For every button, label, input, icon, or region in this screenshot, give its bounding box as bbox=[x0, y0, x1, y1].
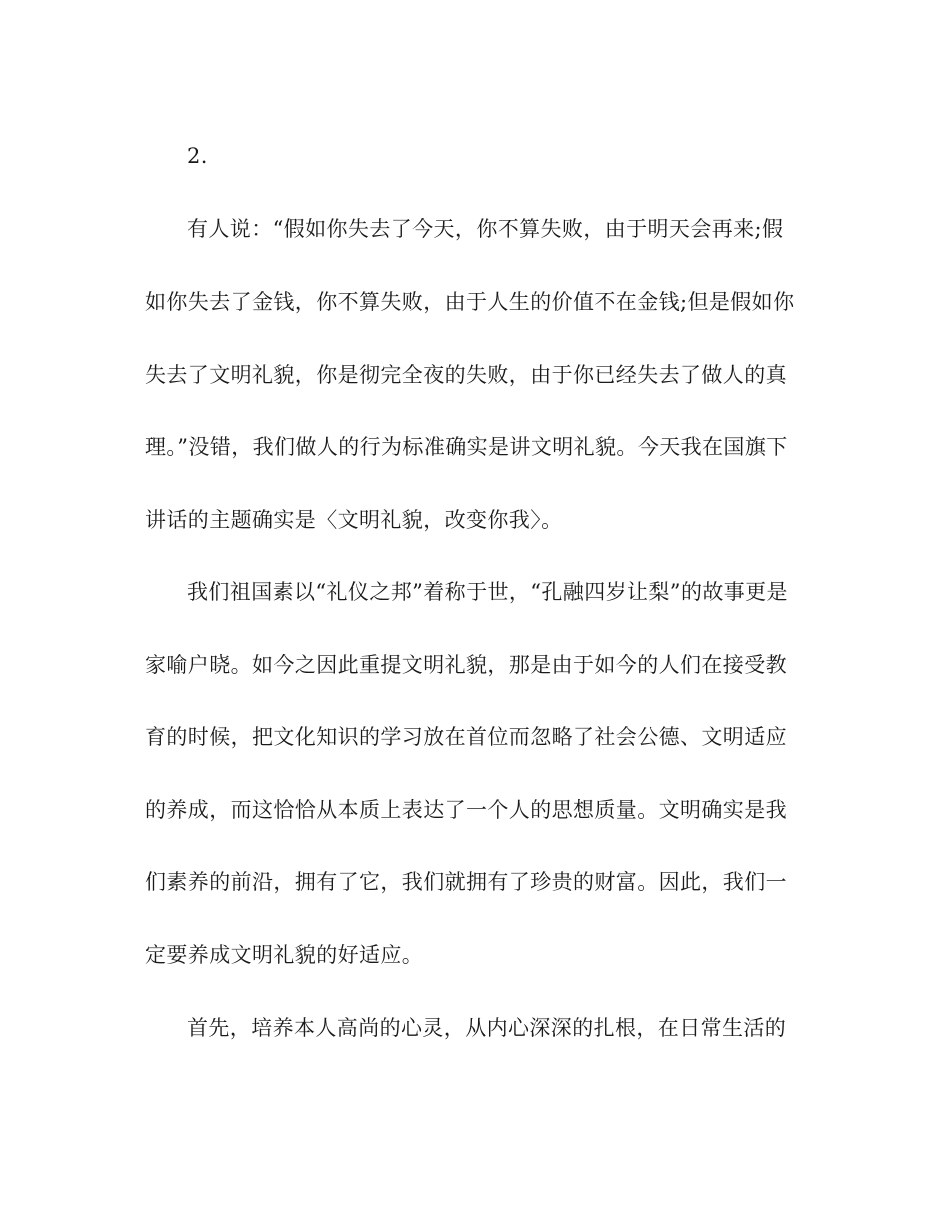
paragraph-line: 有人说：“假如你失去了今天，你不算失败，由于明天会再来;假 bbox=[187, 217, 784, 241]
paragraph-line: 育的时候，把文化知识的学习放在首位而忽略了社会公德、文明适应 bbox=[145, 725, 787, 749]
paragraph-line: 我们祖国素以“礼仪之邦”着称于世，“孔融四岁让梨”的故事更是 bbox=[187, 580, 788, 604]
paragraph-line: 定要养成文明礼貌的好适应。 bbox=[145, 943, 424, 967]
paragraph-line: 首先，培养本人高尚的心灵，从内心深深的扎根，在日常生活的 bbox=[187, 1016, 787, 1040]
paragraph-line: 理。”没错，我们做人的行为标准确实是讲文明礼貌。今天我在国旗下 bbox=[145, 435, 788, 459]
paragraph-line: 如你失去了金钱，你不算失败，由于人生的价值不在金钱;但是假如你 bbox=[145, 290, 795, 314]
paragraph-line: 家喻户晓。如今之因此重提文明礼貌，那是由于如今的人们在接受教 bbox=[145, 653, 787, 677]
section-number: 2. bbox=[187, 144, 208, 168]
paragraph-line: 讲话的主题确实是〈文明礼貌，改变你我〉。 bbox=[145, 508, 563, 532]
paragraph-line: 失去了文明礼貌，你是彻完全夜的失败，由于你已经失去了做人的真 bbox=[145, 363, 787, 387]
paragraph-line: 们素养的前沿，拥有了它，我们就拥有了珍贵的财富。因此，我们一 bbox=[145, 870, 787, 894]
paragraph-line: 的养成，而这恰恰从本质上表达了一个人的思想质量。文明确实是我 bbox=[145, 798, 787, 822]
